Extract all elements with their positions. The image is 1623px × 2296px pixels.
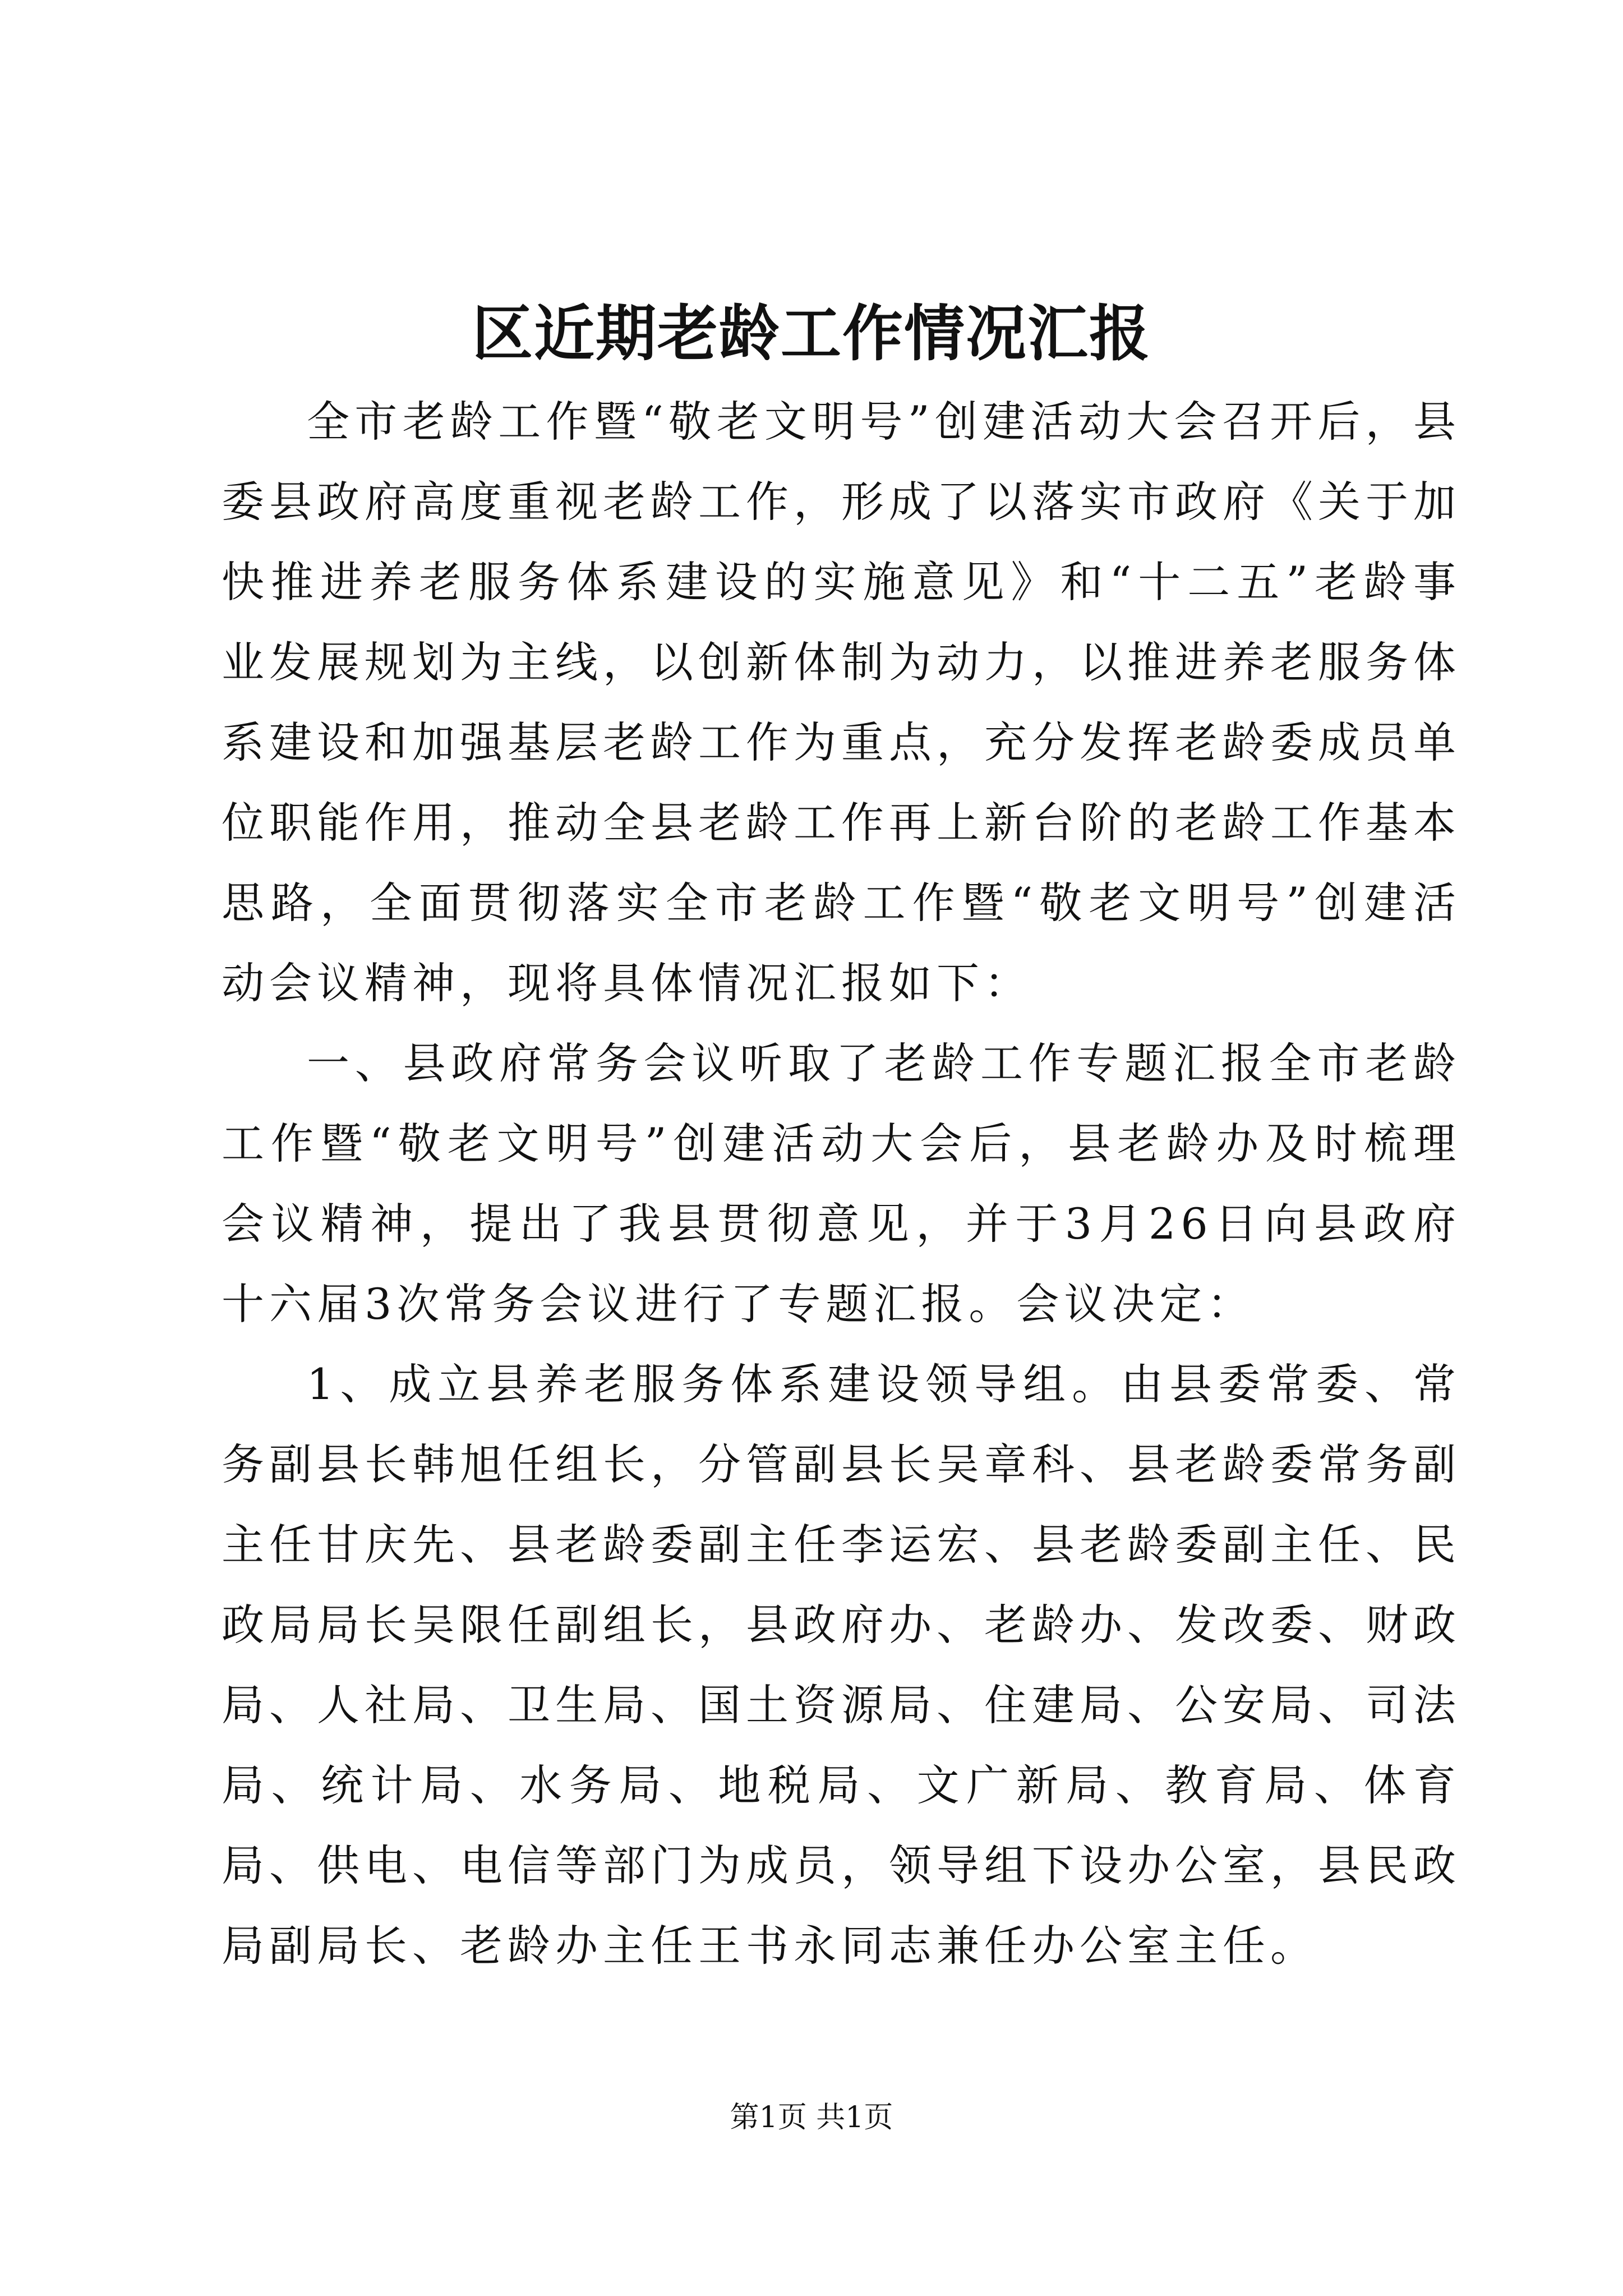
paragraph-intro: 全市老龄工作暨“敬老文明号”创建活动大会召开后，县委县政府高度重视老龄工作，形成了以落实市政府《关于加快推进养老服务体系建设的实施意见》和“十二五”老龄事业发展规划为主线，以创新体制为动力，以推进养老服务体系建设和加强基层老龄工作为重点，充分发挥老龄委成员单位职能作用，推动全县老龄工作再上新台阶的老龄工作基本思路，全面贯彻落实全市老龄工作暨“敬老文明号”创建活动会议精神，现将具体情况汇报如下： [222,397,1461,1008]
document-title: 区近期老龄工作情况汇报 [472,298,1151,369]
paragraph-item-one: 1、成立县养老服务体系建设领导组。由县委常委、常务副县长韩旭任组长，分管副县长吴章科、县老龄委常务副主任甘庆先、县老龄委副主任李运宏、县老龄委副主任、民政局局长吴限任副组长，县政府办、老龄办、发改委、财政局、人社局、卫生局、国土资源局、住建局、公安局、司法局、统计局、水务局、地税局、文广新局、教育局、体育局、供电、电信等部门为成员，领导组下设办公室，县民政局副局长、老龄办主任王书永同志兼任办公室主任。 [222,1359,1461,1971]
page-footer: 第1页 共1页 [730,2101,893,2134]
paragraph-section-one: 一、县政府常务会议听取了老龄工作专题汇报全市老龄工作暨“敬老文明号”创建活动大会后，县老龄办及时梳理会议精神，提出了我县贯彻意见，并于3月26日向县政府十六届3次常务会议进行了专题汇报。会议决定： [222,1038,1461,1329]
document-body [222,381,1461,1986]
